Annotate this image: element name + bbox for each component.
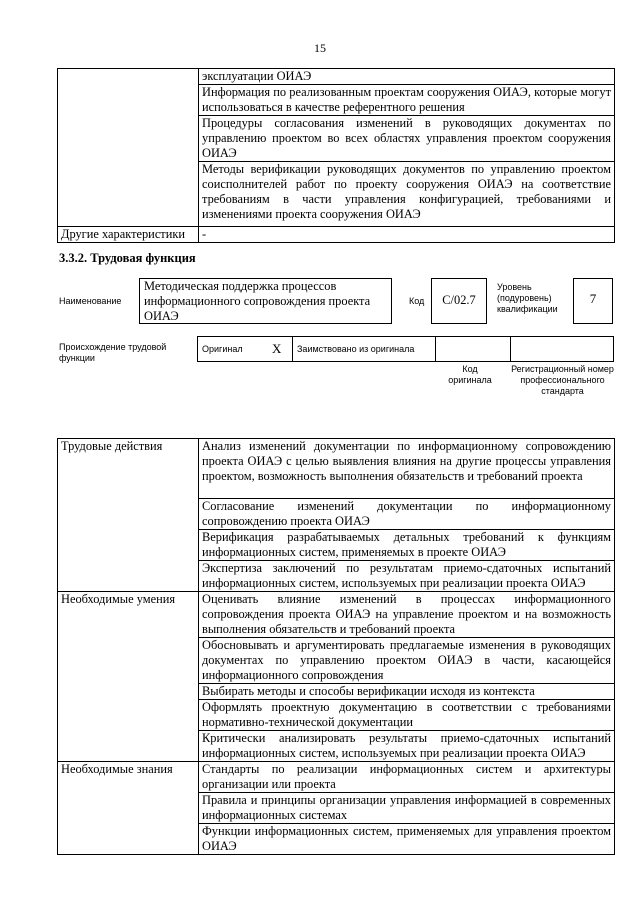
row-label-knowledge: Необходимые знания xyxy=(58,762,199,855)
main-table xyxy=(57,438,615,855)
action-item: Экспертиза заключений по результатам приемо-сдаточных испытаний информационных систем, используемых при реализации проекта ОИАЭ xyxy=(199,561,615,592)
reg-number-cell xyxy=(511,337,614,362)
original-mark: X xyxy=(262,337,293,362)
action-item: Верификация разрабатываемых детальных требований к функциям информационных систем, применяемых в проекте ОИАЭ xyxy=(199,530,615,561)
knowledge-item: Стандарты по реализации информационных систем и архитектуры организации или проекта xyxy=(199,762,615,793)
knowledge-item: Функции информационных систем, применяемых для управления проектом ОИАЭ xyxy=(199,824,615,855)
orig-code-cell xyxy=(436,337,511,362)
top-left-cell xyxy=(58,69,199,227)
orig-code-caption: Код оригинала xyxy=(448,364,492,385)
top-table xyxy=(57,68,615,243)
borrowed-label: Заимствовано из оригинала xyxy=(293,337,436,362)
other-characteristics-label: Другие характеристики xyxy=(58,227,199,243)
skill-item: Оценивать влияние изменений в процессах информационного сопровождения проекта ОИАЭ на управление проектом и на возможность выполнения обязательств и требований проекта xyxy=(199,592,615,638)
row-label-actions: Трудовые действия xyxy=(58,439,199,592)
level-value: 7 xyxy=(589,291,597,306)
top-cell-3: Процедуры согласования изменений в руководящих документах по управлению проектом во всех областях управления проектом сооружения ОИАЭ xyxy=(199,116,615,162)
level-label: Уровень (подуровень) квалификации xyxy=(497,282,558,314)
skill-item: Выбирать методы и способы верификации исходя из контекста xyxy=(199,684,615,700)
origin-label: Происхождение трудовой функции xyxy=(59,342,167,363)
reg-number-caption: Регистрационный номер профессионального стандарта xyxy=(511,364,614,396)
action-item: Анализ изменений документации по информационному сопровождению проекта ОИАЭ с целью выявления влияния на другие процессы управления проектом, возможность выполнения обязательств и требований проекта xyxy=(199,439,615,499)
origin-table xyxy=(197,336,614,362)
top-cell-1: эксплуатации ОИАЭ xyxy=(199,69,615,85)
section-title: 3.3.2. Трудовая функция xyxy=(59,251,196,265)
skill-item: Критически анализировать результаты приемо-сдаточных испытаний информационных систем, используемых при реализации проекта ОИАЭ xyxy=(199,731,615,762)
name-value: Методическая поддержка процессов информационного сопровождения проекта ОИАЭ xyxy=(144,279,371,323)
action-item: Согласование изменений документации по информационному сопровождению проекта ОИАЭ xyxy=(199,499,615,530)
original-label: Оригинал xyxy=(198,337,262,362)
top-cell-4: Методы верификации руководящих документов по управлению проектом соисполнителей работ по проекту сооружения ОИАЭ на соответствие требованиям в части управления конфигурацией, требованиями и изменениями проекта сооружения ОИАЭ xyxy=(199,162,615,227)
code-label: Код xyxy=(409,296,425,306)
page-number: 15 xyxy=(314,41,326,55)
code-value: C/02.7 xyxy=(442,293,476,307)
top-cell-2: Информация по реализованным проектам сооружения ОИАЭ, которые могут использоваться в качестве референтного решения xyxy=(199,85,615,116)
other-characteristics-value: - xyxy=(199,227,615,243)
row-label-skills: Необходимые умения xyxy=(58,592,199,762)
name-label: Наименование xyxy=(59,296,122,306)
knowledge-item: Правила и принципы организации управления информацией в современных информационных системах xyxy=(199,793,615,824)
skill-item: Обосновывать и аргументировать предлагаемые изменения в руководящих документах по управлению проектом ОИАЭ в части, касающейся информационного сопровождения xyxy=(199,638,615,684)
skill-item: Оформлять проектную документацию в соответствии с требованиями нормативно-технической документации xyxy=(199,700,615,731)
